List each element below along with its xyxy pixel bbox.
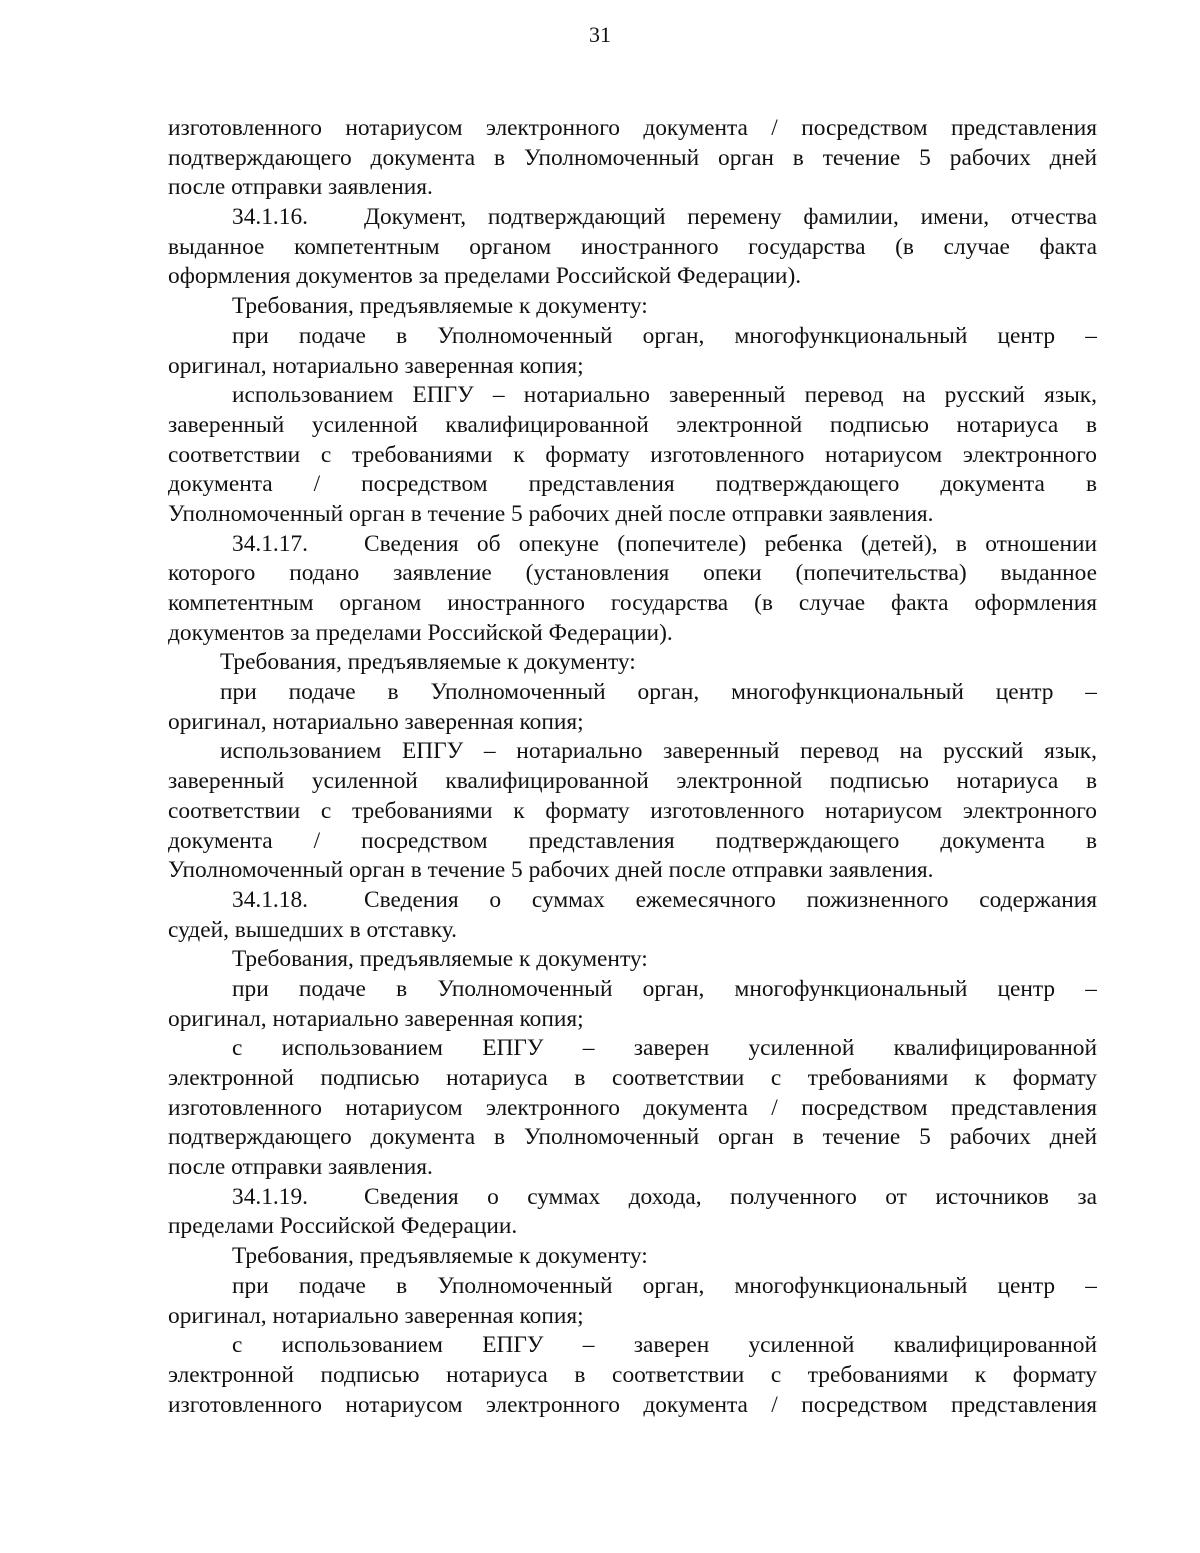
text-line: после отправки заявления.: [168, 174, 433, 201]
text-line: Требования, предъявляемые к документу:: [232, 946, 648, 973]
item-number: 34.1.19.: [232, 1183, 309, 1210]
text-line: выданное компетентным органом иностранного государства (в случае факта: [168, 233, 1097, 260]
text-line: с использованием ЕПГУ – заверен усиленной квалифицированной: [232, 1035, 1097, 1062]
item-title: Документ, подтверждающий перемену фамилии, имени, отчества: [364, 204, 1097, 231]
text-line: которого подано заявление (установления опеки (попечительства) выданное: [168, 560, 1097, 587]
text-line: оригинал, нотариально заверенная копия;: [168, 1302, 584, 1329]
document-body: [168, 114, 1097, 1420]
item-title: Сведения о суммах ежемесячного пожизненного содержания: [364, 886, 1097, 913]
text-line: соответствии с требованиями к формату изготовленного нотариусом электронного: [168, 441, 1097, 468]
text-line: заверенный усиленной квалифицированной электронной подписью нотариуса в: [168, 768, 1097, 795]
text-line: электронной подписью нотариуса в соответствии с требованиями к формату: [168, 1361, 1097, 1388]
text-line: электронной подписью нотариуса в соответствии с требованиями к формату: [168, 1065, 1097, 1091]
text-line: после отправки заявления.: [168, 1154, 433, 1181]
item-heading-line: [168, 203, 1097, 233]
text-line: при подаче в Уполномоченный орган, многофункциональный центр –: [220, 679, 1097, 706]
text-line: документа / посредством представления подтверждающего документа в: [168, 471, 1097, 498]
text-line: Требования, предъявляемые к документу:: [220, 649, 636, 676]
item-heading-line: [168, 530, 1097, 560]
text-line: изготовленного нотариусом электронного документа / посредством представления: [168, 1094, 1097, 1121]
text-line: при подаче в Уполномоченный орган, многофункциональный центр –: [232, 1272, 1097, 1299]
text-line: документов за пределами Российской Федерации).: [168, 619, 673, 646]
item-heading-line: [168, 886, 1097, 916]
text-line: оригинал, нотариально заверенная копия;: [168, 1005, 584, 1032]
text-line: с использованием ЕПГУ – заверен усиленной квалифицированной: [232, 1332, 1097, 1359]
text-line: Уполномоченный орган в течение 5 рабочих дней после отправки заявления.: [168, 500, 934, 527]
text-line: оригинал, нотариально заверенная копия;: [168, 352, 584, 379]
text-line: Требования, предъявляемые к документу:: [232, 1243, 648, 1270]
text-line: соответствии с требованиями к формату изготовленного нотариусом электронного: [168, 797, 1097, 824]
text-line: Уполномоченный орган в течение 5 рабочих дней после отправки заявления.: [168, 857, 934, 884]
text-line: изготовленного нотариусом электронного документа / посредством представления: [168, 1391, 1097, 1418]
text-line: пределами Российской Федерации.: [168, 1213, 518, 1240]
text-line: документа / посредством представления подтверждающего документа в: [168, 827, 1097, 854]
text-line: оформления документов за пределами Российской Федерации).: [168, 263, 802, 290]
item-number: 34.1.17.: [232, 530, 309, 557]
item-number: 34.1.16.: [232, 204, 309, 231]
text-line: оригинал, нотариально заверенная копия;: [168, 708, 584, 735]
text-line: компетентным органом иностранного государства (в случае факта оформления: [168, 590, 1097, 616]
text-line: изготовленного нотариусом электронного документа / посредством представления: [168, 115, 1097, 141]
text-line: подтверждающего документа в Уполномоченный орган в течение 5 рабочих дней: [168, 144, 1097, 171]
text-line: Требования, предъявляемые к документу:: [232, 293, 648, 320]
text-line: подтверждающего документа в Уполномоченный орган в течение 5 рабочих дней: [168, 1124, 1097, 1151]
item-heading-line: [168, 1183, 1097, 1213]
item-title: Сведения об опекуне (попечителе) ребенка (детей), в отношении: [364, 530, 1097, 557]
text-line: при подаче в Уполномоченный орган, многофункциональный центр –: [232, 322, 1097, 349]
text-line: заверенный усиленной квалифицированной электронной подписью нотариуса в: [168, 411, 1097, 438]
text-line: судей, вышедших в отставку.: [168, 916, 457, 943]
item-title: Сведения о суммах дохода, полученного от источников за: [364, 1183, 1097, 1210]
page-number: 31: [589, 22, 611, 47]
text-line: при подаче в Уполномоченный орган, многофункциональный центр –: [232, 975, 1097, 1002]
text-line: использованием ЕПГУ – нотариально заверенный перевод на русский язык,: [232, 382, 1097, 409]
item-number: 34.1.18.: [232, 886, 309, 913]
text-line: использованием ЕПГУ – нотариально заверенный перевод на русский язык,: [220, 738, 1097, 765]
